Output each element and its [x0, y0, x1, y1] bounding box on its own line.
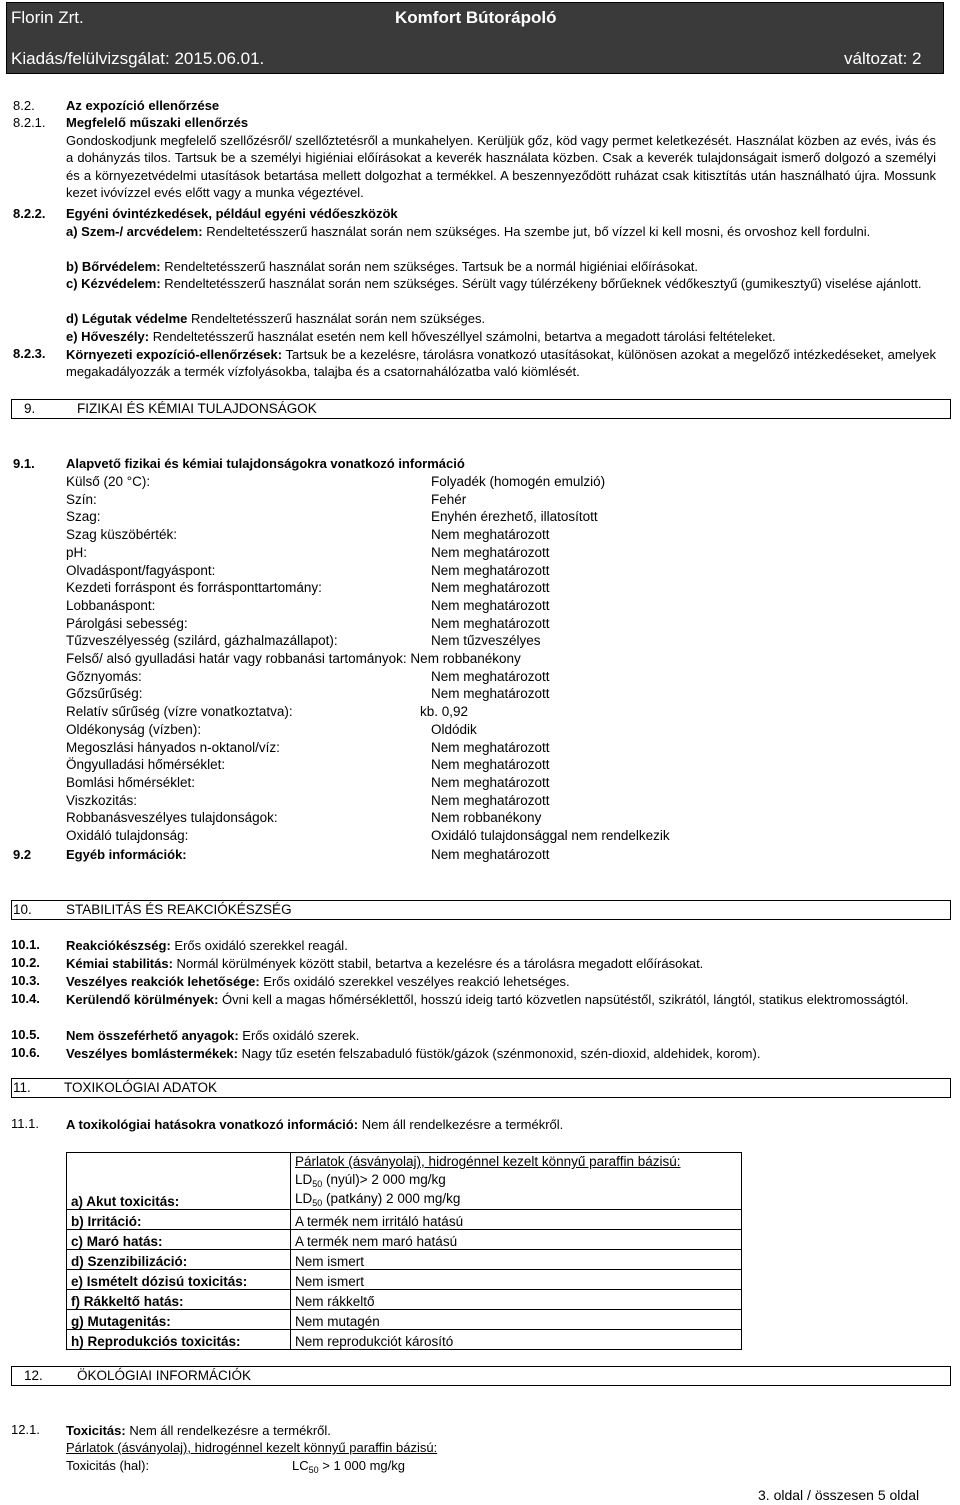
section-number: 12.1. — [11, 1422, 40, 1437]
property-label: Párolgási sebesség: — [66, 615, 188, 631]
table-cell-label: h) Reprodukciós toxicitás: — [67, 1330, 291, 1350]
section-title: Alapvető fizikai és kémiai tulajdonságokra vonatkozó információ — [66, 456, 465, 471]
paragraph: b) Bőrvédelem: Rendeltetésszerű használat során nem szükséges. Tartsuk be a normál higiéniai előírásokat. — [66, 259, 699, 274]
paragraph: Nem összeférhető anyagok: Erős oxidáló szerek. — [66, 1028, 360, 1043]
document-header — [6, 2, 944, 74]
toxicity-table — [66, 1152, 742, 1350]
property-label: Kezdeti forráspont és forrásponttartomány: — [66, 580, 322, 596]
section-title: Egyéni óvintézkedések, például egyéni védőeszközök — [66, 206, 398, 221]
table-cell-label: b) Irritáció: — [67, 1210, 291, 1230]
property-label: Toxicitás (hal): — [66, 1458, 150, 1473]
table-cell-value: A termék nem maró hatású — [291, 1230, 742, 1250]
property-label: Oxidáló tulajdonság: — [66, 828, 189, 843]
property-value: Nem meghatározott — [431, 739, 550, 755]
property-value: Nem tűzveszélyes — [431, 633, 541, 649]
property-label: Gőzsűrűség: — [66, 686, 143, 702]
section-number: 9.1. — [13, 456, 35, 471]
paragraph: Veszélyes reakciók lehetősége: Erős oxidáló szerekkel veszélyes reakció lehetséges. — [66, 974, 570, 989]
property-label: Öngyulladási hőmérséklet: — [66, 757, 226, 773]
substance-heading: Párlatok (ásványolaj), hidrogénnel kezelt könnyű paraffin bázisú: — [66, 1440, 438, 1455]
section-title: Egyéb információk: — [66, 847, 187, 862]
property-value: Nem meghatározott — [431, 774, 550, 790]
property-value: Nem robbanékony — [431, 810, 542, 826]
section-heading: 10. STABILITÁS ÉS REAKCIÓKÉSZSÉG — [11, 900, 951, 920]
paragraph: Kémiai stabilitás: Normál körülmények között stabil, betartva a kezelésre és a tárolásra megadott előírásokat. — [66, 956, 704, 971]
table-row — [67, 1290, 742, 1310]
substance-heading: Párlatok (ásványolaj), hidrogénnel kezelt könnyű paraffin bázisú: — [295, 1154, 681, 1169]
property-label: Relatív sűrűség (vízre vonatkoztatva): — [66, 704, 293, 720]
section-number: 9.2 — [13, 847, 32, 862]
paragraph: e) Hőveszély: Rendeltetésszerű használat esetén nem kell hőveszéllyel számolni, betartva a megadott tárolási feltételeket. — [66, 329, 776, 344]
property-value: Nem meghatározott — [431, 757, 550, 773]
table-cell-label: f) Rákkeltő hatás: — [67, 1290, 291, 1310]
paragraph: a) Szem-/ arcvédelem: Rendeltetésszerű használat során nem szükséges. Ha szembe jut, bő vízzel ki kell mosni, és orvoshoz kell fordulni. — [66, 224, 871, 239]
section-heading: 12. ÖKOLÓGIAI INFORMÁCIÓK — [11, 1366, 951, 1386]
property-value: Enyhén érezhető, illatosított — [431, 509, 598, 525]
property-label: Szín: — [66, 491, 97, 507]
property-value: Nem meghatározott — [431, 615, 550, 631]
table-cell-value: A termék nem irritáló hatású — [291, 1210, 742, 1230]
property-label: Tűzveszélyesség (szilárd, gázhalmazállapot): — [66, 633, 338, 649]
property-value: Nem meghatározott — [431, 686, 550, 702]
property-value: $LC_{50} > 1$ 000 mg/kg — [292, 1458, 406, 1475]
section-number: 10.3. — [11, 973, 40, 988]
property-value: Fehér — [431, 491, 467, 507]
property-label: Külső (20 °C): — [66, 474, 151, 489]
property-value: Nem meghatározott — [431, 580, 550, 596]
company-name: Florin Zrt. — [11, 8, 84, 27]
paragraph: Gondoskodjunk megfelelő szellőzésről/ szellőztetésről a munkahelyen. Kerüljük gőz, köd vagy permet keletkezését. Használat közben az evés, ivás és a dohányzás tilos. Tartsuk be a személyi higiéniai előírásokat a keverék használata közben. Csak a keverék tulajdonságait ismerő dolgozó a személyi és a környezetvédelmi utasítások betartása mellett dolgozhat a termékkel. A beszennyeződött ruházat csak kitisztítás után használható újra. Mossunk kezet ivóvízzel evés előtt vagy a munka végeztével. — [66, 133, 936, 201]
property-label: Felső/ alsó gyulladási határ vagy robbanási tartományok: Nem robbanékony — [66, 651, 521, 666]
section-number: 10.1. — [11, 937, 40, 952]
paragraph: A toxikológiai hatásokra vonatkozó információ: Nem áll rendelkezésre a termékről. — [66, 1117, 564, 1132]
property-value: Nem meghatározott — [431, 847, 550, 862]
paragraph: Környezeti expozíció-ellenőrzések: Tartsuk be a kezelésre, tárolásra vonatkozó utasításokat, különösen azokat a megelőző intézkedéseket, amelyek megakadályozzák a termék vízfolyásokba, talajba és a csatornahálózatba való kiömlését. — [66, 347, 937, 380]
property-label: Robbanásveszélyes tulajdonságok: — [66, 810, 278, 826]
section-heading: 11. TOXIKOLÓGIAI ADATOK — [11, 1078, 951, 1098]
property-value: kb. 0,92 — [420, 704, 469, 720]
property-value: Nem meghatározott — [431, 597, 550, 613]
property-label: Oldékonyság (vízben): — [66, 721, 202, 737]
property-label: Szag: — [66, 509, 101, 525]
property-label: pH: — [66, 544, 88, 560]
table-cell-label: c) Maró hatás: — [67, 1230, 291, 1250]
table-cell-value: Nem mutagén — [291, 1310, 742, 1330]
paragraph: Toxicitás: Nem áll rendelkezésre a termékről. — [66, 1423, 331, 1438]
table-row — [67, 1270, 742, 1290]
section-number: 10.4. — [11, 991, 40, 1006]
issue-date: Kiadás/felülvizsgálat: 2015.06.01. — [11, 49, 265, 68]
property-label: Olvadáspont/fagyáspont: — [66, 562, 216, 578]
section-number: 8.2.1. — [13, 115, 46, 130]
section-number: 10.5. — [11, 1027, 40, 1042]
section-number: 10.6. — [11, 1045, 40, 1060]
property-label: Viszkozitás: — [66, 792, 138, 808]
property-value: Oxidáló tulajdonsággal nem rendelkezik — [431, 828, 670, 843]
section-number: 8.2. — [13, 98, 35, 113]
table-row — [67, 1210, 742, 1230]
property-label: Szag küszöbérték: — [66, 527, 178, 543]
table-row — [67, 1250, 742, 1270]
paragraph: d) Légutak védelme Rendeltetésszerű használat során nem szükséges. — [66, 311, 486, 326]
property-value: Nem meghatározott — [431, 792, 550, 808]
product-name: Komfort Bútorápoló — [395, 8, 557, 27]
property-value: Oldódik — [431, 721, 477, 737]
table-row — [67, 1310, 742, 1330]
section-number: 10.2. — [11, 955, 40, 970]
table-row — [67, 1230, 742, 1250]
section-heading: 9. FIZIKAI ÉS KÉMIAI TULAJDONSÁGOK — [11, 399, 951, 419]
property-value: Nem meghatározott — [431, 562, 550, 578]
table-cell-label: d) Szenzibilizáció: — [67, 1250, 291, 1270]
paragraph: Kerülendő körülmények: Óvni kell a magas hőmérséklettől, hosszú ideig tartó közvetlen napsütéstől, szikrától, lángtól, statikus elektromosságtól. — [66, 992, 909, 1007]
property-value: Nem meghatározott — [431, 527, 550, 543]
table-cell-value: Nem reprodukciót károsító — [291, 1330, 742, 1350]
ld50-rat: $LD_{50}$ (patkány) 2 000 mg/kg — [295, 1191, 461, 1208]
table-cell-value — [291, 1153, 742, 1210]
property-value: Nem meghatározott — [431, 544, 550, 560]
property-value: Folyadék (homogén emulzió) — [431, 474, 606, 489]
paragraph: c) Kézvédelem: Rendeltetésszerű használat során nem szükséges. Sérült vagy túlérzékeny bőrűeknek védőkesztyű (gumikesztyű) viselése ajánlott. — [66, 276, 922, 291]
property-label: Gőznyomás: — [66, 668, 142, 684]
property-label: Megoszlási hányados n-oktanol/víz: — [66, 739, 280, 755]
paragraph: Reakciókészség: Erős oxidáló szerekkel reagál. — [66, 938, 348, 953]
section-title: Megfelelő műszaki ellenőrzés — [66, 115, 249, 130]
paragraph: Veszélyes bomlástermékek: Nagy tűz esetén felszabaduló füstök/gázok (szénmonoxid, szén-dioxid, aldehidek, korom). — [66, 1046, 761, 1061]
table-cell-value: Nem ismert — [291, 1250, 742, 1270]
table-cell-label: e) Ismételt dózisú toxicitás: — [67, 1270, 291, 1290]
section-number: 11.1. — [11, 1116, 39, 1131]
table-row — [67, 1153, 742, 1210]
table-cell-value: Nem rákkeltő — [291, 1290, 742, 1310]
section-number: 8.2.3. — [13, 346, 46, 361]
table-cell-label: a) Akut toxicitás: — [67, 1153, 291, 1210]
page-number: 3. oldal / összesen 5 oldal — [758, 1487, 920, 1503]
ld50-rabbit: $LD_{50}$ (nyúl)> 2 000 mg/kg — [295, 1172, 446, 1189]
version: változat: 2 — [844, 49, 922, 68]
section-number: 8.2.2. — [13, 206, 46, 221]
table-row — [67, 1330, 742, 1350]
table-cell-value: Nem ismert — [291, 1270, 742, 1290]
table-cell-label: g) Mutagenitás: — [67, 1310, 291, 1330]
property-label: Bomlási hőmérséklet: — [66, 774, 196, 790]
property-label: Lobbanáspont: — [66, 597, 156, 613]
property-value: Nem meghatározott — [431, 668, 550, 684]
section-title: Az expozíció ellenőrzése — [66, 98, 220, 113]
